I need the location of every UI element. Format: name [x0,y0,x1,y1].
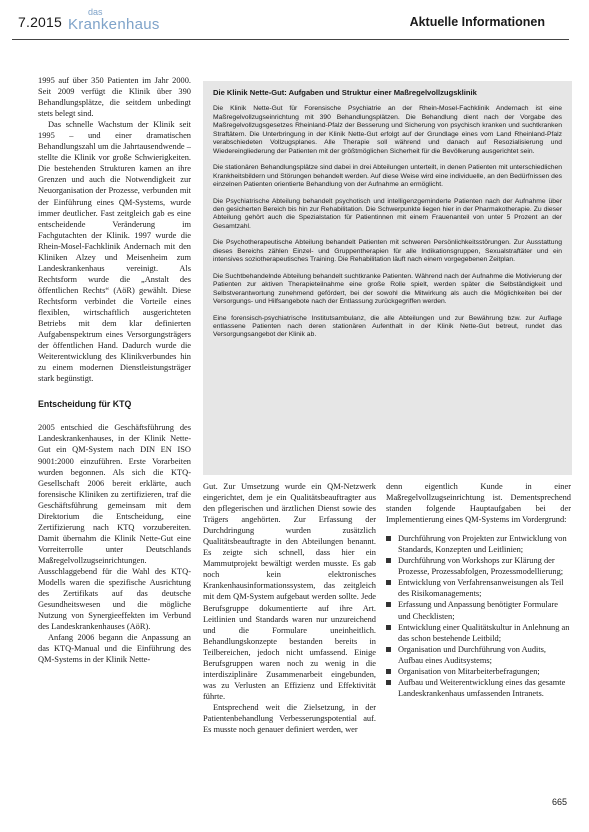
info-box-paragraph: Eine forensisch-psychiatrische Institutsambulanz, die alle Abteilungen und zur Bewährung bzw. zur Auflage entlassene Patienten nach deren stationären Aufenthalt in der Klinik Nette-Gut betreut, rundet das Versorgungsangebot der Klinik ab. [213,314,562,339]
paragraph: 2005 entschied die Geschäftsführung des Landeskrankenhauses, in der Klinik Nette-Gut ein QM-System nach DIN EN ISO 9001:2000 einzuführen. Erste Vorarbeiten wurden begonnen. Als sich die KTQ-Gesellschaft 2006 bereit erklärte, auch forensische Kliniken zu zertifizieren, traf die Geschäftsführung gemeinsam mit dem Direktorium die Entscheidung, eine Zertifizierung nach KTQ vorzubereiten. Damit übernahm die Klinik Nette-Gut eine Vorreiterrolle unter Deutschlands Maßregelvollzugseinrichtungen. Ausschlaggebend für die Wahl des KTQ-Modells waren die spezifische Ausrichtung des Zertifikats auf das deutsche Gesundheitswesen und die mögliche Nutzung von Synergieeffekten im Verbund des Landeskrankenhauses (AöR). [38,423,191,632]
task-list [386,533,571,699]
info-box-paragraph: Die stationären Behandlungsplätze sind dabei in drei Abteilungen unterteilt, in denen Patienten mit unterschiedlichen Krankheitsbildern und Störungen behandelt werden. Auf diese Weise wird eine individuelle, an den Bedürfnissen des einzelnen Patienten orientierte Behandlung von der Aufnahme an ermöglicht. [213,164,562,189]
info-box-paragraph: Die Klinik Nette-Gut für Forensische Psychiatrie an der Rhein-Mosel-Fachklinik Andernach ist eine Maßregelvollzugseinrichtung mit 390 Behandlungsplätzen. Die Behandlung dient nach der Vorgabe des Maßregelvollzugsgesetzes Rheinland-Pfalz der Besserung und Sicherung von psychisch kranken und suchtkranken Straftätern. Die Unterbringung in der Klinik Nette-Gut erfolgt auf der Grundlage eines vom Land Rheinland-Pfalz verabschiedeten Vollzugsplanes. Alle Therapie soll während und danach auf Resozialisierung und Wiedereingliederung der Patienten mit der größtmöglichen Sicherheit für die Bevölkerung ausgerichtet sein. [213,105,562,155]
journal-logo [68,8,160,32]
info-box-paragraph: Die Psychotherapeutische Abteilung behandelt Patienten mit schweren Persönlichkeitsstörungen. Zur Ausstattung dieses Bereichs zählen Einzel- und Gruppentherapien für alle Indikationsgruppen, Sexualstraftäter und ein intensives soziotherapeutisches Training. Die Rehabilitation läuft nach einem vorgegebenen Zeitplan. [213,239,562,264]
paragraph: Das schnelle Wachstum der Klinik seit 1995 – und einer dramatischen Behandlungszahl um die Jahrtausendwende – stellte die Klinik vor große Schwierigkeiten. Die bestehenden Strukturen kamen an ihre Grenzen und auch die Notwendigkeit zur Neuorganisation der Prozesse, verbunden mit der Einführung eines QM-Systems, wurde immer deutlicher. Fast zeitgleich gab es eine entscheidende Veränderung im Fachgutachten der Klinik. 1997 wurde die Rhein-Mosel-Fachklinik Andernach mit den Kliniken Alzey und Meisenheim zum Landeskrankenhaus vereinigt. Als Rechtsform wurde die „Anstalt des öffentlichen Rechts“ (AöR) gewählt. Diese Rechtsform verbindet die Vorteile eines flexiblen, wirtschaftlich ausgerichteten Betriebs mit dem klar definierten Aufgabenspektrum eines Versorgungsträgers der öffentlichen Hand. Dadurch wurde die Weiterentwicklung des Klinikverbundes hin zu einem modernen Dienstleistungsträger stark begünstigt. [38,120,191,384]
page-number: 665 [551,797,567,807]
left-column [38,75,191,665]
list-item-text: Erfassung und Anpassung benötigter Formulare und Checklisten; [398,600,559,621]
middle-column [203,481,376,735]
bullet-square-icon [386,680,391,685]
list-item-text: Entwicklung von Verfahrensanweisungen als Teil des Risikomanagements; [398,578,564,599]
info-box-paragraph: Die Suchtbehandelnde Abteilung behandelt suchtkranke Patienten. Während nach der Aufnahme die Motivierung der Patienten zur aktiven Therapieteilnahme eine große Rolle spielt, werden später die Selbständigkeit und Selbstverantwortung zunehmend gefördert, bei der sowohl die Mitwirkung als auch die Möglichkeiten bei der Versorgungs- und Hilfsangebote nach der Entlassung zurückgegriffen werden. [213,272,562,306]
list-item [386,533,571,555]
info-box-paragraph: Die Psychiatrische Abteilung behandelt psychotisch und intelligenzgeminderte Patienten nach der Aufnahme über den gesicherten Bereich bis hin zur Rehabilitation. Die Schwerpunkte liegen hier in der Pharmakotherapie. Zu dieser Abteilung gehört auch die Spezialstation für Patientinnen mit einem Frauenanteil von unter 5 Prozent an der Gesamtzahl. [213,197,562,230]
list-item-text: Organisation und Durchführung von Audits, Aufbau eines Auditsystems; [398,644,547,665]
info-box [203,81,572,475]
bullet-square-icon [386,536,391,541]
bullet-square-icon [386,625,391,630]
list-item [386,644,571,666]
list-item [386,666,571,677]
list-item [386,677,571,699]
list-item-text: Aufbau und Weiterentwicklung eines das gesamte Landeskrankenhaus umfassenden Intranets. [398,677,566,698]
right-column [386,481,571,699]
paragraph: Anfang 2006 begann die Anpassung an das KTQ-Manual und die Einführung des QM-Systems in der Klinik Nette- [38,633,191,665]
paragraph: Entsprechend weit die Zielsetzung, in der Patientenbehandlung Verbesserungspotential auf. Es musste noch genauer definiert werden, wer [203,702,376,735]
list-item [386,577,571,599]
page-header [0,0,589,44]
list-item-text: Durchführung von Projekten zur Entwicklung von Standards, Konzepten und Leitlinien; [398,534,567,555]
list-item-text: Durchführung von Workshops zur Klärung der Prozesse, Prozessabfolgen, Prozessmodellierung; [398,556,564,577]
header-rule [12,39,569,40]
info-box-title: Die Klinik Nette-Gut: Aufgaben und Struktur einer Maßregelvollzugsklinik [213,88,477,97]
bullet-square-icon [386,558,391,563]
list-item-text: Organisation von Mitarbeiterbefragungen; [398,666,540,676]
bullet-square-icon [386,647,391,652]
section-title: Aktuelle Informationen [409,15,545,29]
bullet-square-icon [386,669,391,674]
paragraph: denn eigentlich Kunde in einer Maßregelvollzugseinrichtung ist. Dementsprechend standen folgende Hauptaufgaben bei der Implementierung eines QM-Systems im Vordergrund: [386,482,571,525]
subheading-ktq: Entscheidung für KTQ [38,399,132,410]
list-item [386,622,571,644]
bullet-square-icon [386,602,391,607]
logo-top-text: das [88,7,103,17]
list-item-text: Entwicklung einer Qualitätskultur in Anlehnung an das schon bestehende Leitbild; [398,622,570,643]
issue-number: 7.2015 [18,14,63,30]
paragraph: 1995 auf über 350 Patienten im Jahr 2000. Seit 2009 verfügt die Klinik über 390 Behandlungsplätze, die seitdem unbedingt stets belegt sind. [38,76,191,119]
paragraph: Gut. Zur Umsetzung wurde ein QM-Netzwerk eingerichtet, dem je ein Qualitätsbeauftragter aus den pflegerischen und ärztlichen Dienst sowie des Trägers angehörten. Zur Erfassung der Durchdringung wurden zusätzlich Qualitätsbeauftragte in den Abteilungen benannt. Es zeigte sich schnell, dass hier ein Mammutprojekt bewältigt werden musste. Es gab noch kein elektronisches Krankenhausinformationssystem, das zeitgleich mit dem QM-System aufgebaut werden sollte. Jede Berufsgruppe dokumentierte auf ihre Art. Leitlinien und Standards waren nur unzureichend und die Formulare uneinheitlich. Behandlungskonzepte bestanden bereits in Teilbereichen, jedoch nicht umfassend. Einige Berufsgruppen waren noch zu wenig in die interdisziplinäre Zusammenarbeit eingebunden, was zu Verlusten an Effizienz und Effektivität führte. [203,482,376,701]
bullet-square-icon [386,580,391,585]
list-item [386,555,571,577]
list-item [386,599,571,621]
logo-main-text: Krankenhaus [68,16,160,33]
